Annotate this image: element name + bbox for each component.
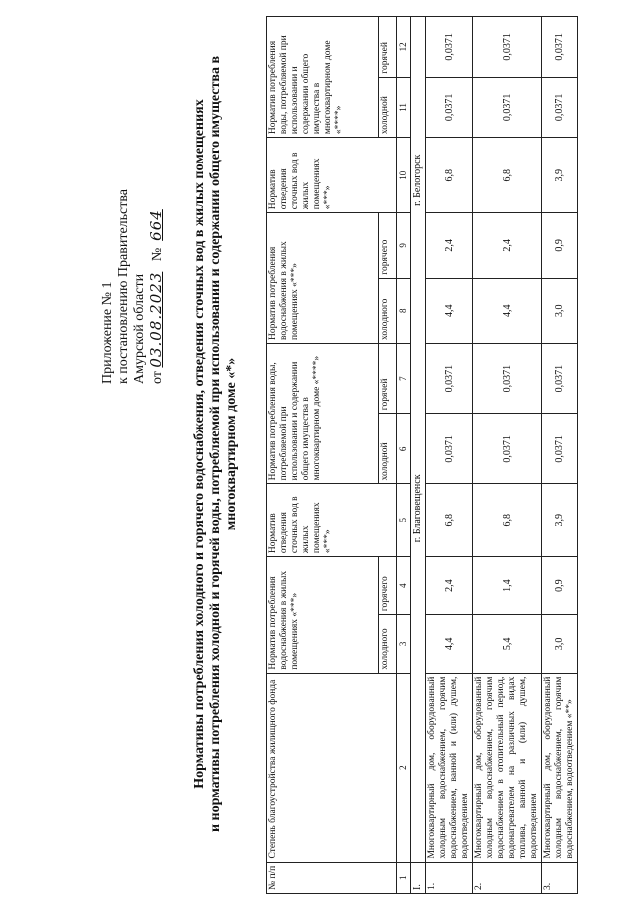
column-number: 10	[397, 138, 411, 213]
appendix-line-3: Амурской области	[132, 273, 147, 384]
header-common-norm-2: Норматив потребления воды, потребляемой при использовании и содержании общего имущества в многоквартирном доме «****»	[267, 17, 379, 138]
column-number: 1	[397, 862, 411, 893]
header-sewage-norm: Норматив отведения сточных вод в жилых помещениях «***»	[267, 484, 397, 557]
value-cell: 6,8	[426, 484, 473, 557]
column-numbers-row	[397, 17, 411, 894]
value-cell: 3,0	[542, 278, 578, 343]
decree-number: 664	[147, 209, 165, 241]
value-cell: 0,0371	[542, 77, 578, 138]
column-number: 9	[397, 213, 411, 278]
value-cell: 3,9	[542, 138, 578, 213]
header-num: № п/п	[267, 862, 397, 893]
appendix-line-2: к постановлению Правительства	[116, 188, 131, 384]
row-number: 1.	[426, 862, 473, 893]
row-description: Многоквартирный дом, оборудованный холодным водоснабжением, горячим водоснабжением в отопительный период, водонагревателем на различных видах топлива, ванной и (или) душем, водоотведением	[473, 673, 542, 862]
value-cell: 0,0371	[542, 414, 578, 484]
column-number: 5	[397, 484, 411, 557]
table-row	[426, 17, 473, 894]
subheader-cold: холодного	[379, 615, 397, 673]
value-cell: 1,4	[473, 557, 542, 615]
subheader-cold-f-2: холодной	[379, 77, 397, 138]
subheader-hot-f: горячей	[379, 343, 397, 413]
value-cell: 2,4	[426, 557, 473, 615]
row-number: 2.	[473, 862, 542, 893]
subheader-hot: горячего	[379, 557, 397, 615]
value-cell: 4,4	[473, 278, 542, 343]
value-cell: 0,0371	[473, 343, 542, 413]
appendix-date-line	[148, 84, 166, 384]
value-cell: 6,8	[426, 138, 473, 213]
value-cell: 0,9	[542, 213, 578, 278]
table-row	[473, 17, 542, 894]
column-number: 4	[397, 557, 411, 615]
value-cell: 5,4	[473, 615, 542, 673]
header-degree: Степень благоустройства жилищного фонда	[267, 673, 397, 862]
row-description: Многоквартирный дом, оборудованный холодным водоснабжением, горячим водоснабжением, водоотведением «**»	[542, 673, 578, 862]
decree-date: 03.08.2023	[147, 271, 165, 368]
title-line-3: многоквартирном доме «*»	[224, 357, 239, 531]
header-sewage-norm-2: Норматив отведения сточных вод в жилых помещениях «***»	[267, 138, 397, 213]
column-number: 2	[397, 673, 411, 862]
column-number: 7	[397, 343, 411, 413]
number-prefix: №	[150, 247, 165, 262]
city-belogorsk: г. Белогорск	[411, 17, 426, 344]
appendix-line-1: Приложение № 1	[100, 281, 115, 384]
table-row	[542, 17, 578, 894]
value-cell: 0,0371	[473, 414, 542, 484]
title-line-2: и нормативы потребления холодной и горячей воды, потребляемой при использовании и содержании общего имущества в	[208, 56, 223, 833]
section-spacer	[411, 673, 426, 862]
column-number: 8	[397, 278, 411, 343]
appendix-block	[100, 84, 166, 384]
value-cell: 0,0371	[426, 17, 473, 78]
row-number: 3.	[542, 862, 578, 893]
subheader-cold-f: холодной	[379, 414, 397, 484]
section-label: I.	[411, 862, 426, 893]
norms-table	[266, 16, 578, 894]
row-description: Многоквартирный дом, оборудованный холодным водоснабжением, горячим водоснабжением, ванной и (или) душем, водоотведением	[426, 673, 473, 862]
value-cell: 3,0	[542, 615, 578, 673]
column-number: 6	[397, 414, 411, 484]
section-row	[411, 17, 426, 894]
value-cell: 0,0371	[542, 17, 578, 78]
value-cell: 2,4	[426, 213, 473, 278]
value-cell: 0,9	[542, 557, 578, 615]
value-cell: 2,4	[473, 213, 542, 278]
value-cell: 4,4	[426, 278, 473, 343]
column-number: 11	[397, 77, 411, 138]
document-title	[192, 44, 240, 844]
subheader-hot-2: горячего	[379, 213, 397, 278]
value-cell: 3,9	[542, 484, 578, 557]
header-water-norm-2: Норматив потребления водоснабжения в жилых помещениях «***»	[267, 213, 379, 344]
city-blagoveshchensk: г. Благовещенск	[411, 343, 426, 673]
subheader-cold-2: холодного	[379, 278, 397, 343]
value-cell: 0,0371	[426, 414, 473, 484]
value-cell: 4,4	[426, 615, 473, 673]
value-cell: 0,0371	[473, 77, 542, 138]
column-number: 12	[397, 17, 411, 78]
title-line-1: Нормативы потребления холодного и горячего водоснабжения, отведения сточных вод в жилых помещениях	[192, 99, 207, 789]
value-cell: 0,0371	[426, 77, 473, 138]
value-cell: 6,8	[473, 484, 542, 557]
date-prefix: от	[150, 371, 165, 384]
value-cell: 0,0371	[542, 343, 578, 413]
header-water-norm: Норматив потребления водоснабжения в жилых помещениях «***»	[267, 557, 379, 674]
value-cell: 0,0371	[473, 17, 542, 78]
column-number: 3	[397, 615, 411, 673]
value-cell: 0,0371	[426, 343, 473, 413]
header-common-norm: Норматив потребления воды, потребляемой при использовании и содержании общего имущества в многоквартирном доме «****»	[267, 343, 379, 483]
value-cell: 6,8	[473, 138, 542, 213]
subheader-hot-f-2: горячей	[379, 17, 397, 78]
